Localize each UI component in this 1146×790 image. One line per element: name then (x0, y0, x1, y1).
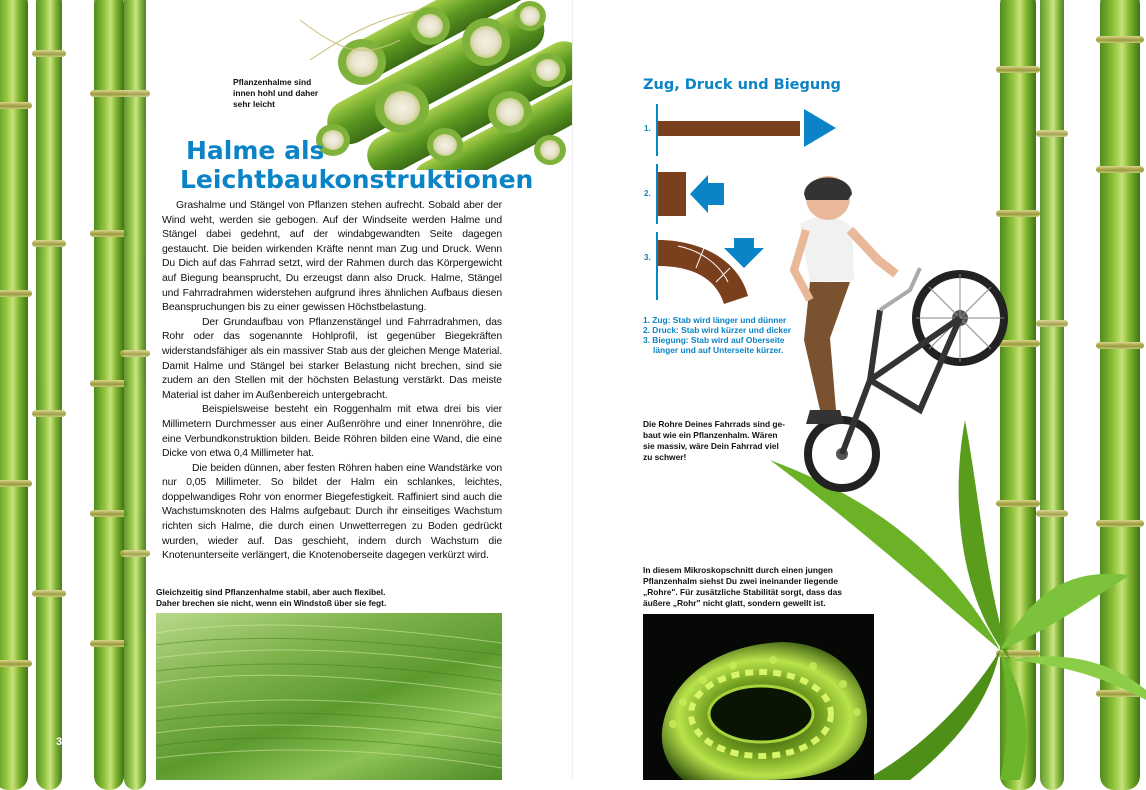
paragraph: Der Grundaufbau von Pflanzenstängel und Fahrradrahmen, das Rohr oder das sogenannte Hohlprofil, ist gegenüber Biegekräften widerstandsfähiger als ein massiver Stab aus der gleichen Menge Material. Damit Halme und Stängel bei starker Belastung nicht brechen, sind sie zudem an den Stellen mit der höchsten Belastung verstärkt. Das meiste Material ist daher im Außenbereich untergebracht. (162, 316, 502, 401)
legend-item: 2. Druck: Stab wird kürzer und dicker (643, 325, 791, 335)
arrow-down-icon (724, 238, 764, 268)
arrow-left-icon (690, 175, 724, 213)
compression-bar (658, 172, 686, 216)
grass-caption: Gleichzeitig sind Pflanzenhalme stabil, aber auch flexibel. Daher brechen sie nicht, wenn ein Windstoß über sie fegt. (156, 587, 387, 608)
bamboo-stalk (36, 0, 62, 790)
legend-item: 3. Biegung: Stab wird auf Oberseite (643, 335, 785, 345)
bamboo-stalk (94, 0, 124, 790)
microscope-photo (643, 614, 874, 780)
bamboo-stalk (0, 0, 28, 790)
diagram-label-3: 3. (644, 253, 651, 262)
paragraph: Beispielsweise besteht ein Roggenhalm mit etwa drei bis vier Millimetern Durchmesser aus einer Außenröhre und einer Innenröhre, die eine Verbundkonstruktion bilden. Beide Röhren bilden eine Wand, die eine Dicke von etwa 0,4 Millimeter hat. (162, 404, 502, 460)
microscope-caption: In diesem Mikroskopschnitt durch einen jungen Pflanzenhalm siehst Du zwei ineinander liegende „Rohre". Für zusätzliche Stabilität sorgt, dass das äußere „Rohr" nicht glatt, sondern gewellt ist. (643, 565, 842, 608)
diagram-label-1: 1. (644, 124, 651, 133)
top-caption: Pflanzenhalme sind innen hohl und daher sehr leicht (233, 77, 319, 109)
tension-bar (658, 121, 800, 136)
diagram-title: Zug, Druck und Biegung (643, 77, 841, 93)
bamboo-stalk (124, 0, 146, 790)
legend-item: länger und auf Unterseite kürzer. (653, 345, 784, 355)
page-number: 39 (1075, 736, 1088, 748)
stem-cross-section (643, 614, 874, 780)
left-page (0, 0, 573, 780)
arrow-right-icon (804, 109, 836, 147)
page-number: 38 (56, 736, 69, 748)
paragraph: Die beiden dünnen, aber festen Röhren haben eine Wandstärke von nur 0,05 Millimeter. So bildet der Halm ein schlankes, leichtes, doppelwandiges Rohr von enormer Biegefestigkeit. Raffiniert sind auch die Wachstumsknoten des Halms aufgebaut: Durch ihr einseitiges Wachstum richten sich Halme, die durch einen Unwetterregen zu Boden gedrückt wurden, wieder auf. Das geschieht, indem durch Wachstum die Knotenunterseite verlängert, die Knotenoberseite dagegen verkürzt wird. (162, 462, 502, 562)
paragraph: Grashalme und Stängel von Pflanzen stehen aufrecht. Sobald aber der Wind weht, werden sie gebogen. Auf der Windseite werden Halme und Stängel dabei gedehnt, auf der windabgewandten Seite dagegen gestaucht. Die beiden wirkenden Kräfte nennt man Zug und Druck. Wenn Du Dich auf das Fahrrad setzt, wird der Rahmen durch das Körpergewicht auf Biegung beansprucht, Du erzeugst dann also Druck. Halme, Stängel und Fahrradrahmen widerstehen aufgrund ihres ähnlichen Aufbaus diesen Beanspruchungen bis zu einer gewissen Höchstbelastung. (162, 200, 502, 314)
page-title: Halme als Leichtbaukonstruktionen (180, 136, 534, 194)
bike-caption: Die Rohre Deines Fahrrads sind ge- baut wie ein Pflanzenhalm. Wären sie massiv, wäre Dein Fahrrad viel zu schwer! (643, 419, 785, 462)
grass-texture (156, 613, 502, 780)
body-text (162, 199, 502, 564)
grass-photo (156, 613, 502, 780)
bmx-rider-image (770, 170, 1010, 500)
legend-item: 1. Zug: Stab wird länger und dünner (643, 315, 787, 325)
diagram-label-2: 2. (644, 189, 651, 198)
